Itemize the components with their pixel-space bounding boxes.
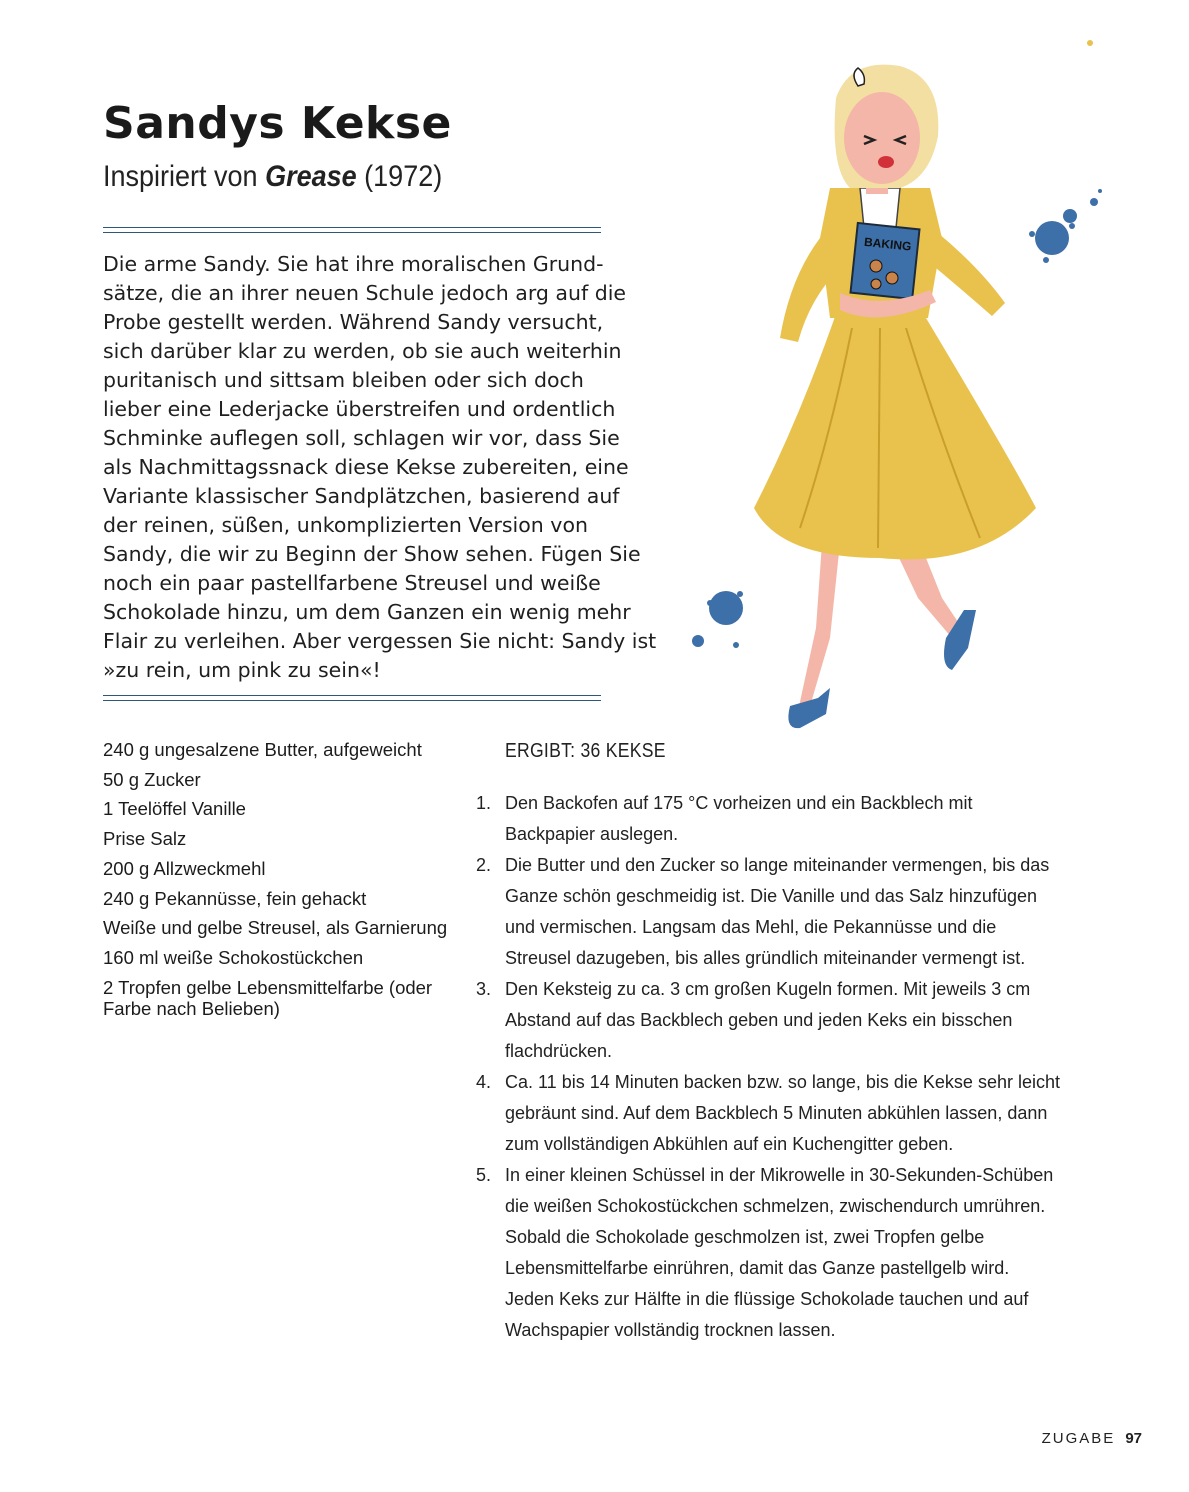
intro-line: sätze, die an ihrer neuen Schule jedoch arg auf die [103, 281, 627, 305]
instruction-step [470, 974, 1060, 1067]
step-text: Ca. 11 bis 14 Minuten backen bzw. so lange, bis die Kekse sehr leicht gebräunt sind. Auf dem Backblech 5 Minuten abkühlen lassen, dann zum vollständigen Abkühlen auf ein Kuchengitter geben. [505, 1072, 1060, 1154]
ingredient-item: 240 g ungesalzene Butter, aufgeweicht [103, 739, 422, 760]
sandy-illustration [680, 38, 1120, 738]
intro-line: Schminke auflegen soll, schlagen wir vor, dass Sie [103, 426, 620, 450]
step-number: 4. [476, 1072, 492, 1092]
step-text: In einer kleinen Schüssel in der Mikrowelle in 30-Sekunden-Schüben die weißen Schokostückchen schmelzen, zwischendurch umrühren. Sobald die Schokolade geschmolzen ist, zwei Tropfen gelbe Lebensmittelfarbe einrühren, damit das Ganze pastellgelb wird. Jeden Keks zur Hälfte in die flüssige Schokolade tauchen und auf Wachspapier vollständig trocknen lassen. [505, 1165, 1054, 1340]
instruction-step [470, 788, 1060, 850]
yellow-dot [1087, 40, 1093, 46]
recipe-title: Sandys Kekse [103, 98, 452, 149]
instruction-step [470, 1067, 1060, 1160]
step-number: 3. [476, 979, 492, 999]
step-number: 2. [476, 855, 492, 875]
intro-line: Die arme Sandy. Sie hat ihre moralischen Grund- [103, 252, 604, 276]
ingredient-item: 240 g Pekannüsse, fein gehackt [103, 887, 367, 909]
intro-line: der reinen, süßen, unkomplizierten Version von [103, 513, 588, 537]
baking-book [851, 223, 920, 299]
top-double-rule [103, 227, 601, 233]
section-name: ZUGABE [1041, 1430, 1116, 1447]
book-label: BAKING [863, 234, 913, 254]
intro-line: puritanisch und sittsam bleiben oder sich doch [103, 368, 584, 392]
intro-line: sich darüber klar zu werden, ob sie auch weiterhin [103, 339, 622, 363]
recipe-subtitle [103, 160, 442, 194]
instruction-step [470, 850, 1060, 974]
yield-label: ERGIBT: 36 KEKSE [505, 740, 666, 762]
sandy-head [835, 65, 939, 188]
ingredient-item: 2 Tropfen gelbe Lebensmittelfarbe (oder Farbe nach Belieben) [103, 976, 433, 1019]
intro-line: als Nachmittagssnack diese Kekse zubereiten, eine [103, 455, 629, 479]
ingredient-item: Weiße und gelbe Streusel, als Garnierung [103, 917, 448, 939]
ingredient-item: 1 Teelöffel Vanille [103, 798, 246, 820]
film-title: Grease [265, 160, 357, 193]
intro-line: »zu rein, um pink zu sein«! [103, 658, 381, 682]
intro-line: Flair zu verleihen. Aber vergessen Sie nicht: Sandy ist [103, 629, 657, 653]
subtitle-prefix: Inspiriert von [103, 160, 258, 193]
ingredient-item: Prise Salz [103, 828, 187, 850]
ingredient-list [103, 735, 463, 1019]
instruction-steps [470, 788, 1060, 1346]
ingredient-item: 50 g Zucker [103, 768, 201, 790]
intro-line: noch ein paar pastellfarbene Streusel und weiße [103, 571, 601, 595]
ingredient-item: 200 g Allzweckmehl [103, 857, 266, 879]
step-text: Die Butter und den Zucker so lange miteinander vermengen, bis das Ganze schön geschmeidig ist. Die Vanille und das Salz hinzufügen und vermischen. Langsam das Mehl, die Pekannüsse und die Streusel dazugeben, bis alles gründlich miteinander vermengt ist. [505, 855, 1050, 968]
intro-line: Variante klassischer Sandplätzchen, basierend auf [103, 484, 620, 508]
page-footer [1042, 1430, 1142, 1447]
bottom-double-rule [103, 695, 601, 701]
step-number: 5. [476, 1165, 492, 1185]
step-text: Den Keksteig zu ca. 3 cm großen Kugeln formen. Mit jeweils 3 cm Abstand auf das Backblech geben und jeden Keks ein bisschen flachdrücken. [505, 979, 1031, 1061]
intro-line: Probe gestellt werden. Während Sandy versucht, [103, 310, 604, 334]
instruction-step [470, 1160, 1060, 1346]
ingredient-item: 160 ml weiße Schokostückchen [103, 946, 364, 968]
intro-paragraph [103, 250, 657, 685]
intro-line: Schokolade hinzu, um dem Ganzen ein wenig mehr [103, 600, 631, 624]
step-text: Den Backofen auf 175 °C vorheizen und ein Backblech mit Backpapier auslegen. [505, 793, 973, 844]
step-number: 1. [476, 793, 492, 813]
film-year: (1972) [364, 160, 443, 193]
legs [788, 543, 976, 728]
intro-line: Sandy, die wir zu Beginn der Show sehen. Fügen Sie [103, 542, 641, 566]
page-number: 97 [1125, 1430, 1142, 1447]
intro-line: lieber eine Lederjacke überstreifen und ordentlich [103, 397, 616, 421]
yellow-skirt [754, 308, 1036, 559]
